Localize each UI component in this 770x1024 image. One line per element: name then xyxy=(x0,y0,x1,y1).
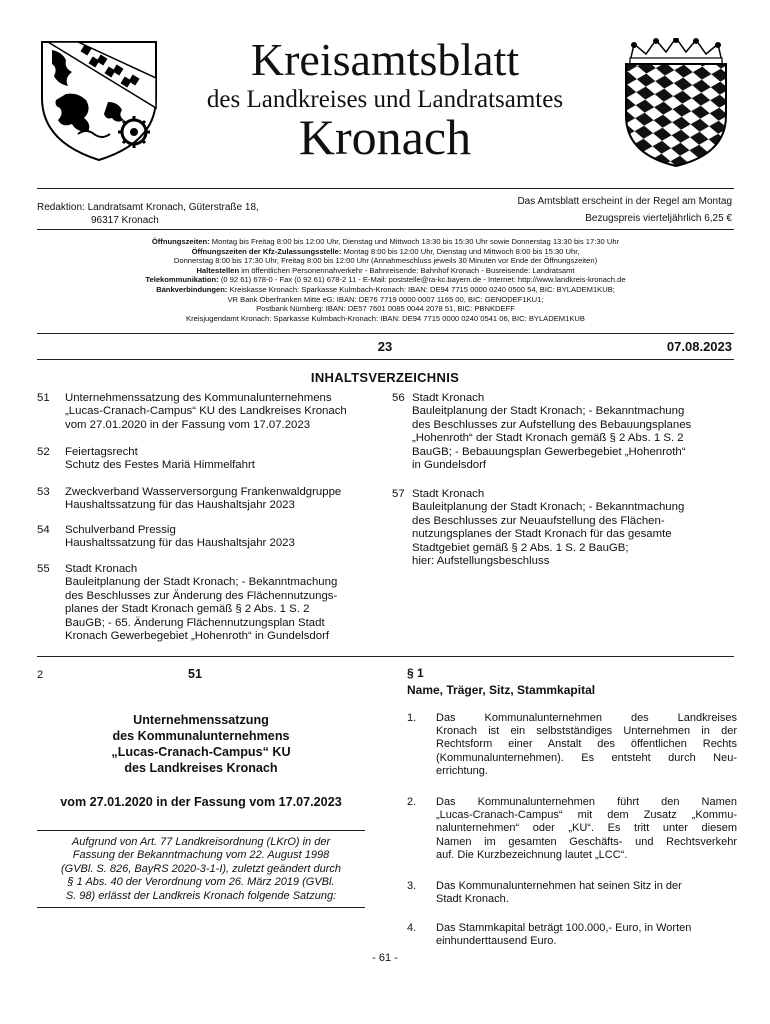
section-number: § 1 xyxy=(407,666,424,680)
editorial-publish-note: Das Amtsblatt erscheint in der Regel am Montag xyxy=(517,196,732,207)
article-number: 51 xyxy=(188,667,202,681)
editorial-price: Bezugspreis vierteljährlich 6,25 € xyxy=(585,213,732,224)
issue-number: 23 xyxy=(377,339,393,354)
divider xyxy=(37,656,734,657)
article-title: Unternehmenssatzung des Kommunalunternehmens „Lucas-Cranach-Campus“ KU des Landkreises Kronach xyxy=(111,713,291,775)
issue-date: 07.08.2023 xyxy=(666,339,732,354)
divider xyxy=(37,333,734,334)
article-subtitle: vom 27.01.2020 in der Fassung vom 17.07.2023 xyxy=(60,795,342,809)
divider xyxy=(37,907,365,908)
divider xyxy=(37,359,734,360)
masthead-title: Kreisamtsblatt xyxy=(250,34,520,85)
toc-title: INHALTSVERZEICHNIS xyxy=(310,370,460,385)
article-preamble: Aufgrund von Art. 77 Landkreisordnung (LKrO) in der Fassung der Bekanntmachung vom 22. August 1998 (GVBl. S. 826, BayRS 2020-3-1-I), zuletzt geändert durch § 1 Abs. 40 der Verordnung vom 26. März 2019 (GVBl. S. 98) erlässt der Landkreis Kronach folgende Satzung: xyxy=(60,836,342,902)
divider xyxy=(37,188,734,189)
divider xyxy=(37,229,734,230)
page-marker: 2 xyxy=(37,669,44,681)
contact-information: Öffnungszeiten: Montag bis Freitag 8:00 bis 12:00 Uhr, Dienstag und Mittwoch 13:30 bis 15:30 Uhr sowie Donnerstag 13:30 bis 17:30 Uhr Öffnungszeiten der Kfz-Zulassungsstelle: Montag 8:00 bis 12:00 Uhr, Dienstag und Mittwoch 8:00 bis 15:30 Uhr, Donnerstag 8:00 bis 17:30 Uhr, Freitag 8:00 bis 12:00 Uhr (Annahmeschluss jeweils 30 Minuten vor Ende der Öffnungszeiten) Haltestellen im öffentlichen Personennahverkehr - Bahnreisende: Bahnhof Kronach - Busreisende: Landratsamt Telekommunikation: (0 92 61) 678-0 - Fax (0 92 61) 678-2 11 - E-Mail: poststelle@ra-kc.bayern.de - Internet: http://www.landkreis-kronach.de Bankverbindungen: Kreiskasse Kronach: Sparkasse Kulmbach-Kronach: IBAN: DE94 7715 0000 0240 0500 54, BIC: BYLADEM1KUB; VR Bank Oberfranken Mitte eG: IBAN: DE76 7719 0000 0007 1165 00, BIC: GENODEF1KU1; Postbank Nürnberg: IBAN: DE57 7601 0085 0044 2078 51, BIC: PBNKDEFF Kreisjugendamt Kronach: Sparkasse Kulmbach-Kronach: IBAN: DE94 7715 0000 0240 0541 06, BIC: BYLADEM1KUB xyxy=(145,237,626,323)
masthead-subtitle: des Landkreises und Landratsamtes xyxy=(206,86,564,113)
page-number: - 61 - xyxy=(372,952,398,964)
masthead-district: Kronach xyxy=(298,109,472,165)
section-title: Name, Träger, Sitz, Stammkapital xyxy=(407,683,596,697)
divider xyxy=(37,830,365,831)
editorial-address: Redaktion: Landratsamt Kronach, Güterstraße 18, 96317 Kronach xyxy=(37,202,259,226)
